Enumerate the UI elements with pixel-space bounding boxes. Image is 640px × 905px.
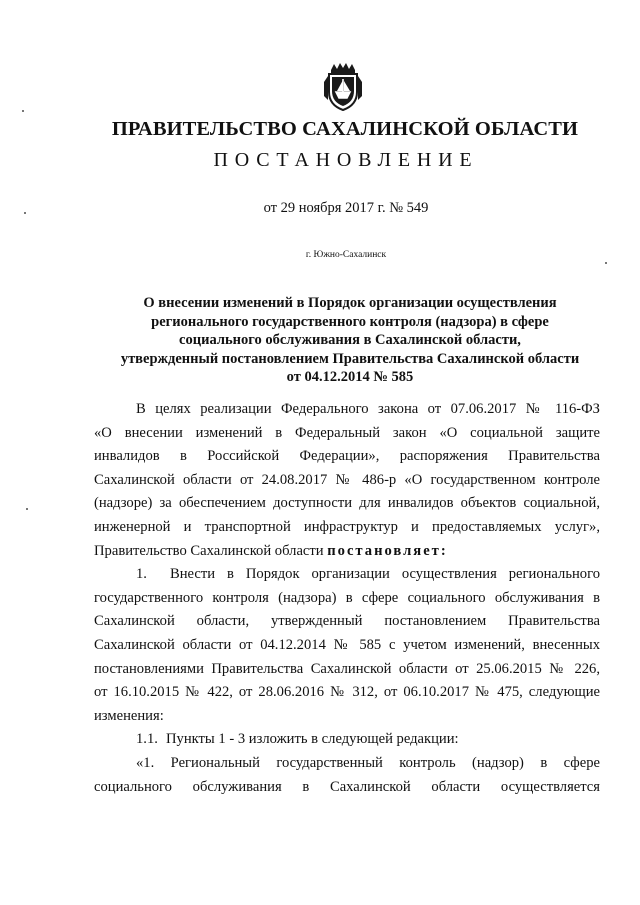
quote-line: «1. Региональный государственный контроль (надзор) в сфере bbox=[136, 754, 600, 771]
subject-line: от 04.12.2014 № 585 bbox=[286, 369, 414, 385]
coat-of-arms-icon bbox=[322, 62, 364, 112]
scan-speck bbox=[22, 110, 24, 112]
scan-speck bbox=[605, 262, 607, 264]
decree-city: г. Южно-Сахалинск bbox=[305, 250, 387, 260]
item-1-first-line bbox=[94, 563, 600, 587]
body-line: Сахалинской области, утвержденный постановлением Правительства bbox=[94, 613, 600, 630]
decides-word: постановляет: bbox=[327, 542, 448, 559]
body-line: постановлениями Правительства Сахалинской области от 25.06.2015 № 226, bbox=[94, 660, 600, 677]
scan-speck bbox=[26, 508, 28, 510]
decree-subject bbox=[90, 294, 610, 387]
decree-date-number: от 29 ноября 2017 г. № 549 bbox=[263, 200, 429, 216]
quote-line: социального обслуживания в Сахалинской области осуществляется bbox=[94, 778, 600, 795]
government-title: ПРАВИТЕЛЬСТВО САХАЛИНСКОЙ ОБЛАСТИ bbox=[111, 118, 579, 140]
subject-line: регионального государственного контроля (надзора) в сфере bbox=[151, 313, 549, 330]
item-1-text: Внести в Порядок организации осуществления регионального bbox=[170, 566, 600, 583]
body-line: Сахалинской области от 04.12.2014 № 585 с учетом изменений, внесенных bbox=[94, 636, 600, 653]
body-line: государственного контроля (надзора) в сфере социального обслуживания в bbox=[94, 589, 600, 606]
decree-title: ПОСТАНОВЛЕНИЕ bbox=[213, 149, 479, 171]
item-1-1-number: 1.1. bbox=[136, 731, 158, 748]
decree-body bbox=[94, 398, 600, 799]
preamble-last-text: Правительство Сахалинской области bbox=[94, 542, 328, 559]
body-line: изменения: bbox=[94, 707, 164, 724]
body-line: «О внесении изменений в Федеральный закон «О социальной защите bbox=[94, 424, 600, 441]
subject-line: утвержденный постановлением Правительства Сахалинской области bbox=[120, 350, 580, 367]
item-1-1-line bbox=[94, 728, 600, 752]
item-1-1-text: Пункты 1 - 3 изложить в следующей редакции: bbox=[166, 731, 459, 748]
scan-speck bbox=[24, 212, 26, 214]
body-line: от 16.10.2015 № 422, от 28.06.2016 № 312, от 06.10.2017 № 475, следующие bbox=[94, 684, 600, 701]
body-line: (надзоре) за обеспечением доступности для инвалидов объектов социальной, bbox=[94, 495, 600, 512]
body-line: Сахалинской области от 24.08.2017 № 486-р «О государственном контроле bbox=[94, 471, 600, 488]
body-line: В целях реализации Федерального закона от 07.06.2017 № 116-ФЗ bbox=[136, 401, 600, 417]
body-line-decides bbox=[94, 540, 600, 564]
subject-line: О внесении изменений в Порядок организации осуществления bbox=[143, 295, 557, 311]
body-line: инвалидов в Российской Федерации», распоряжения Правительства bbox=[94, 448, 600, 465]
item-1-number: 1. bbox=[136, 566, 147, 583]
subject-line: социального обслуживания в Сахалинской области, bbox=[179, 332, 521, 348]
body-line: инженерной и транспортной инфраструктур и предоставляемых услуг», bbox=[94, 518, 600, 535]
